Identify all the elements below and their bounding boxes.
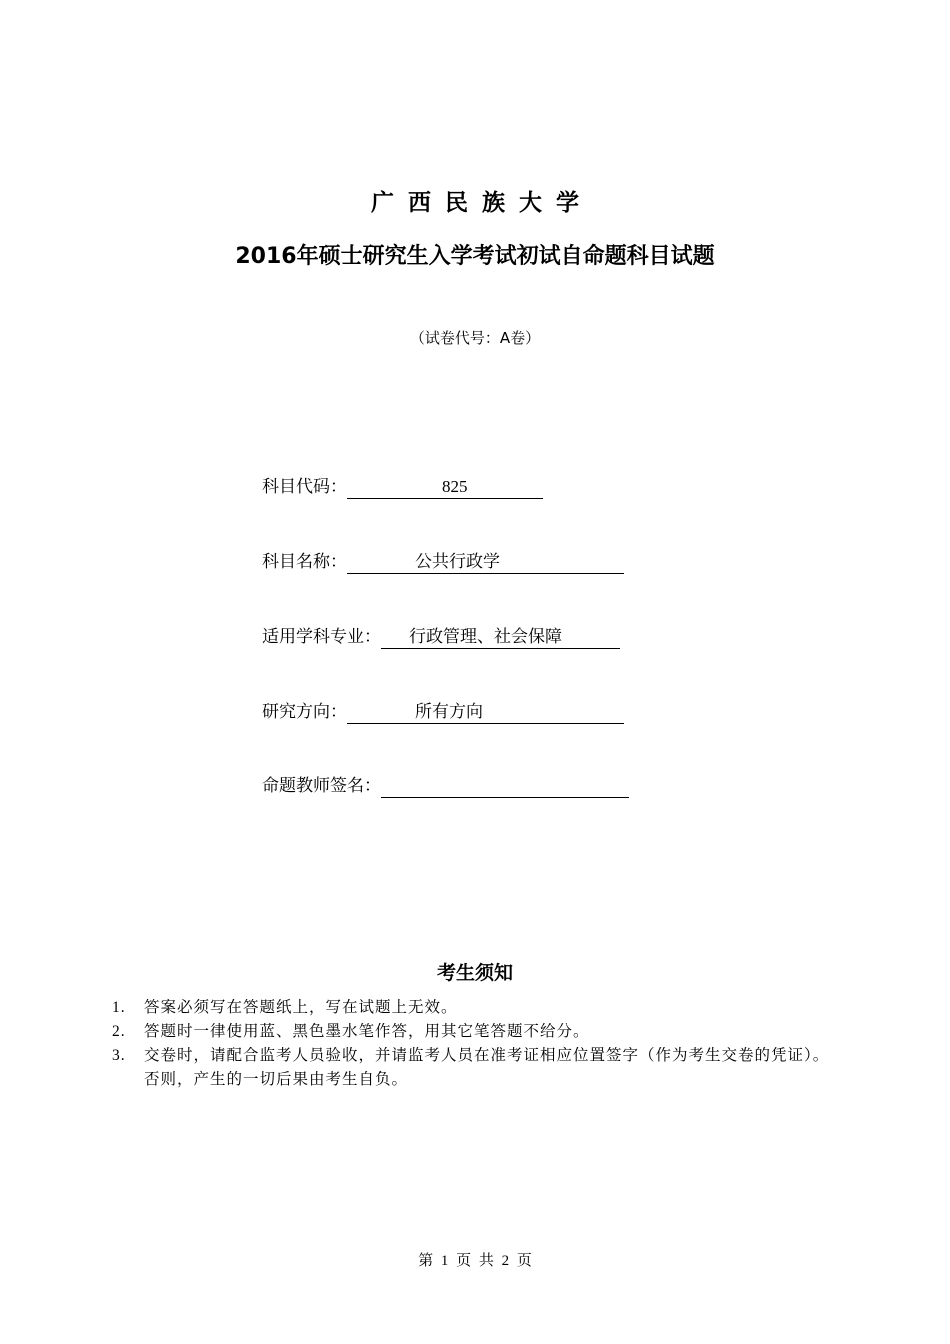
notice-item-text: 答题时一律使用蓝、黑色墨水笔作答，用其它笔答题不给分。 xyxy=(144,1023,590,1040)
notice-item xyxy=(112,1020,842,1044)
notice-item-text: 答案必须写在答题纸上，写在试题上无效。 xyxy=(144,999,458,1016)
notice-item-number: 3. xyxy=(112,1047,126,1064)
notice-item xyxy=(112,996,842,1020)
field-value: 公共行政学 xyxy=(347,549,624,574)
field-label: 适用学科专业： xyxy=(262,627,381,646)
paper-code: （试卷代号：A卷） xyxy=(409,329,541,347)
field-label: 研究方向： xyxy=(262,702,347,721)
field-label: 命题教师签名： xyxy=(262,776,381,795)
field-research-direction xyxy=(262,699,624,725)
field-subject-name xyxy=(262,549,624,575)
notice-title: 考生须知 xyxy=(436,962,513,984)
field-teacher-signature xyxy=(262,773,629,799)
field-subject-code xyxy=(262,474,543,500)
notice-item-number: 2. xyxy=(112,1023,126,1040)
field-label: 科目代码： xyxy=(262,477,347,496)
field-value: 行政管理、社会保障 xyxy=(381,624,620,649)
exam-title: 2016年硕士研究生入学考试初试自命题科目试题 xyxy=(235,244,715,269)
page-number: 第 1 页 共 2 页 xyxy=(418,1253,532,1269)
notice-item xyxy=(112,1044,842,1092)
field-label: 科目名称： xyxy=(262,552,347,571)
signature-line xyxy=(381,773,629,798)
field-value: 所有方向 xyxy=(347,699,624,724)
field-value: 825 xyxy=(347,474,543,499)
notice-item-text: 交卷时，请配合监考人员验收，并请监考人员在准考证相应位置签字（作为考生交卷的凭证）。否则，产生的一切后果由考生自负。 xyxy=(144,1047,830,1088)
notice-list xyxy=(112,996,842,1092)
notice-item-number: 1. xyxy=(112,999,126,1016)
university-name: 广西民族大学 xyxy=(371,190,593,216)
field-major xyxy=(262,624,620,650)
